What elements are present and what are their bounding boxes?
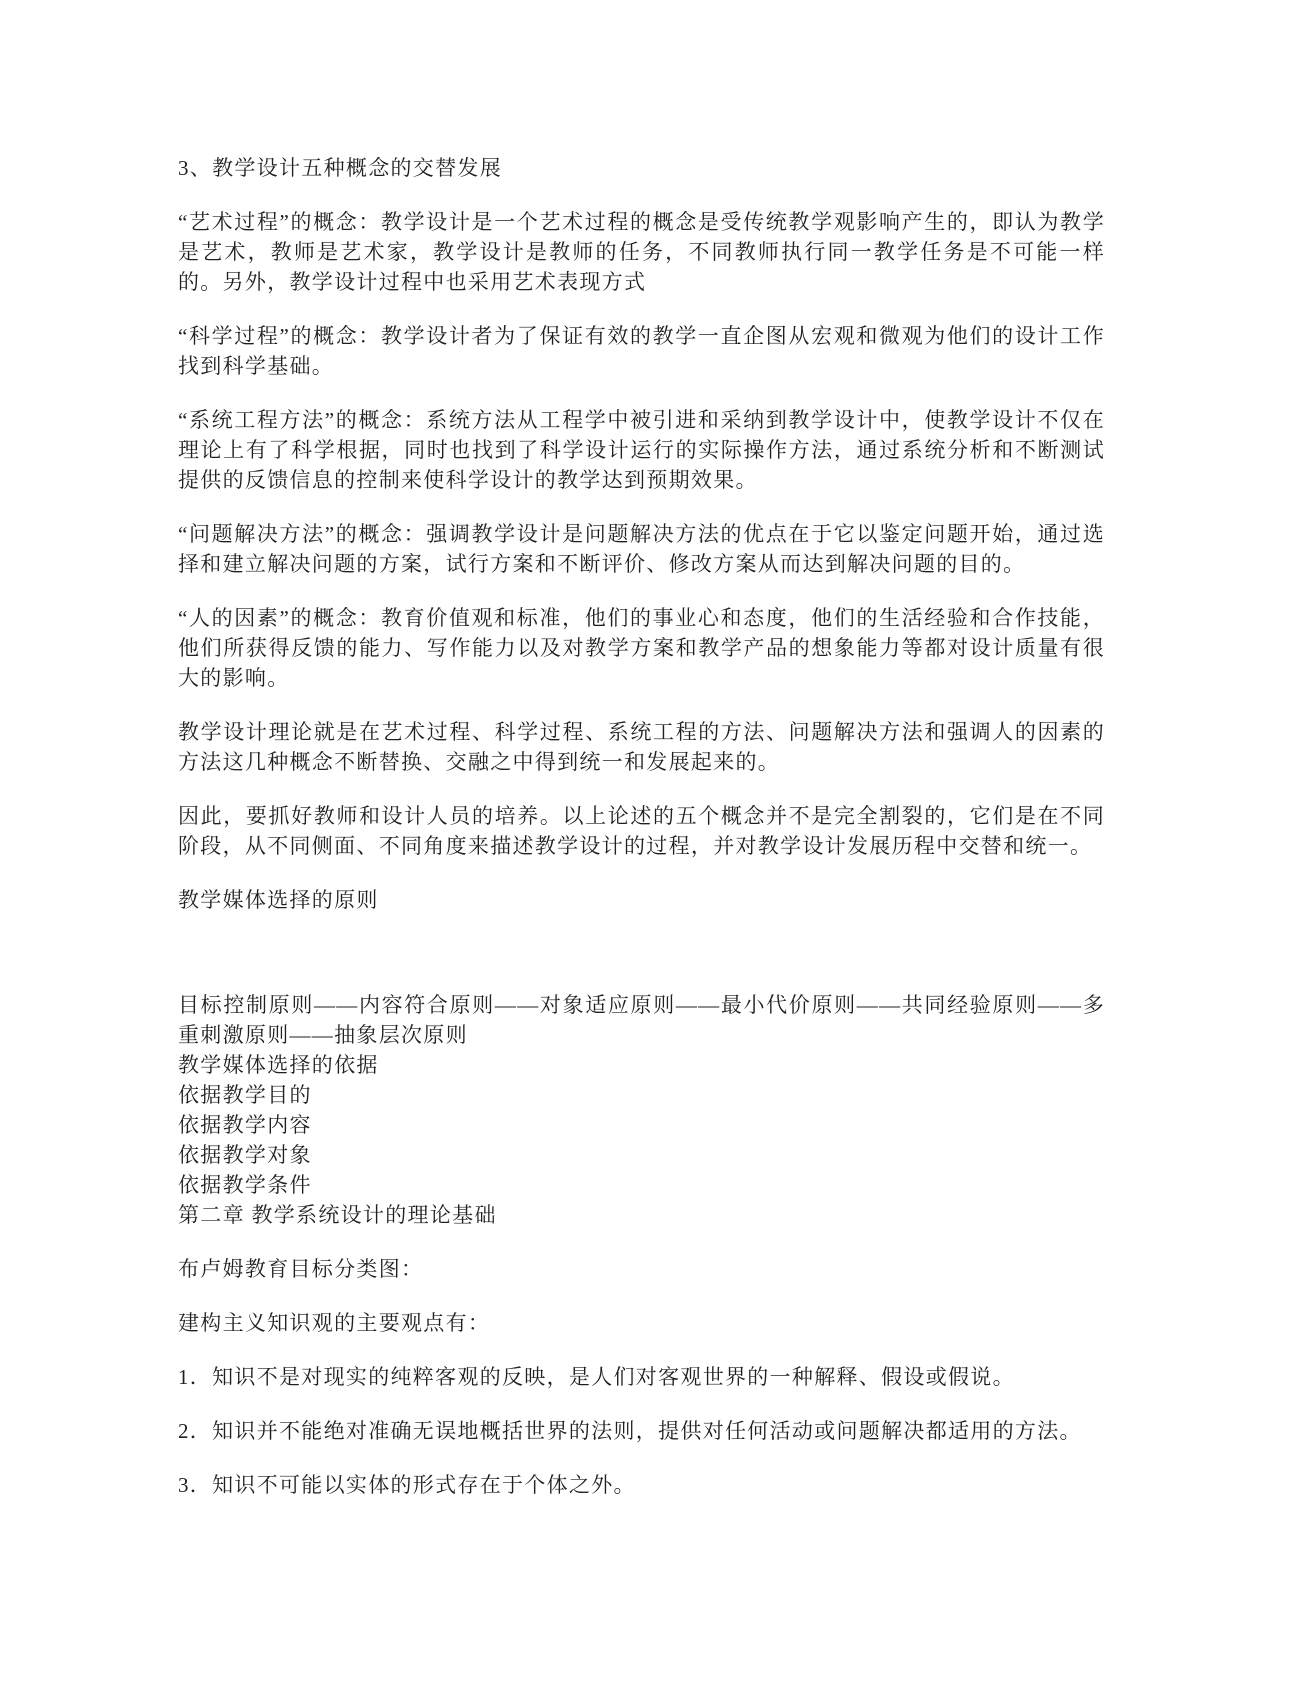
text-line-principles-chain: 目标控制原则——内容符合原则——对象适应原则——最小代价原则——共同经验原则——多重刺激原则——抽象层次原则	[178, 993, 1105, 1047]
paragraph-art-process: “艺术过程”的概念：教学设计是一个艺术过程的概念是受传统教学观影响产生的，即认为教学是艺术，教师是艺术家，教学设计是教师的任务，不同教师执行同一教学任务是不可能一样的。另外，教学设计过程中也采用艺术表现方式	[178, 210, 1105, 294]
paragraph-problem-solving: “问题解决方法”的概念：强调教学设计是问题解决方法的优点在于它以鉴定问题开始，通过选择和建立解决问题的方案，试行方案和不断评价、修改方案从而达到解决问题的目的。	[178, 522, 1105, 576]
heading-constructivism-views: 建构主义知识观的主要观点有：	[178, 1311, 491, 1335]
list-item-knowledge-2: 2．知识并不能绝对准确无误地概括世界的法则，提供对任何活动或问题解决都适用的方法。	[178, 1419, 1082, 1443]
list-item-knowledge-3: 3．知识不可能以实体的形式存在于个体之外。	[178, 1473, 636, 1497]
paragraph-human-factor: “人的因素”的概念：教育价值观和标准，他们的事业心和态度，他们的生活经验和合作技能，他们所获得反馈的能力、写作能力以及对教学方案和教学产品的想象能力等都对设计质量有很大的影响。	[178, 606, 1105, 690]
paragraph-theory-summary: 教学设计理论就是在艺术过程、科学过程、系统工程的方法、问题解决方法和强调人的因素的方法这几种概念不断替换、交融之中得到统一和发展起来的。	[178, 720, 1105, 774]
text-line-chapter-two-heading: 第二章 教学系统设计的理论基础	[178, 1203, 497, 1227]
list-item-knowledge-1: 1．知识不是对现实的纯粹客观的反映，是人们对客观世界的一种解释、假设或假说。	[178, 1365, 1015, 1389]
text-line-selection-basis: 教学媒体选择的依据	[178, 1053, 379, 1077]
media-selection-block	[178, 990, 1105, 1230]
text-line-basis-content: 依据教学内容	[178, 1113, 312, 1137]
heading-media-selection-principles: 教学媒体选择的原则	[178, 888, 379, 912]
heading-bloom-taxonomy: 布卢姆教育目标分类图：	[178, 1257, 424, 1281]
numbered-heading: 3、教学设计五种概念的交替发展	[178, 156, 502, 180]
text-line-basis-goal: 依据教学目的	[178, 1083, 312, 1107]
paragraph-systems-engineering: “系统工程方法”的概念：系统方法从工程学中被引进和采纳到教学设计中，使教学设计不仅在理论上有了科学根据，同时也找到了科学设计运行的实际操作方法，通过系统分析和不断测试提供的反馈信息的控制来使科学设计的教学达到预期效果。	[178, 408, 1105, 492]
text-line-basis-audience: 依据教学对象	[178, 1143, 312, 1167]
text-line-basis-conditions: 依据教学条件	[178, 1173, 312, 1197]
paragraph-conclusion: 因此，要抓好教师和设计人员的培养。以上论述的五个概念并不是完全割裂的，它们是在不同阶段，从不同侧面、不同角度来描述教学设计的过程，并对教学设计发展历程中交替和统一。	[178, 804, 1105, 858]
paragraph-science-process: “科学过程”的概念：教学设计者为了保证有效的教学一直企图从宏观和微观为他们的设计工作找到科学基础。	[178, 324, 1105, 378]
